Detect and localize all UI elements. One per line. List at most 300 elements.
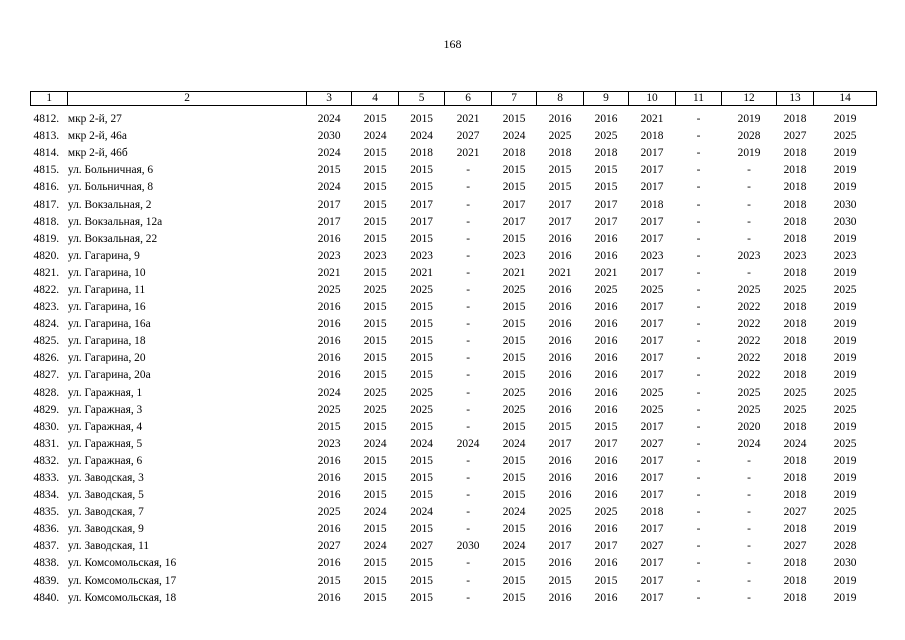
year-cell: 2018 bbox=[410, 147, 433, 160]
year-cell: 2024 bbox=[363, 506, 387, 519]
year-cell: 2015 bbox=[363, 591, 387, 604]
year-cell: - bbox=[696, 437, 701, 450]
year-cell: 2019 bbox=[833, 147, 857, 160]
address-cell: ул. Заводская, 5 bbox=[67, 489, 144, 502]
address-cell: ул. Гагарина, 16а bbox=[67, 318, 151, 331]
row-number: 4816. bbox=[33, 181, 60, 194]
row-number: 4819. bbox=[33, 232, 60, 245]
year-cell: 2016 bbox=[317, 301, 341, 314]
year-cell: 2016 bbox=[594, 318, 618, 331]
row-number: 4824. bbox=[33, 318, 60, 331]
year-cell: 2025 bbox=[737, 386, 761, 399]
year-cell: 2016 bbox=[548, 318, 572, 331]
year-cell: 2015 bbox=[502, 181, 526, 194]
address-cell: ул. Гаражная, 4 bbox=[67, 420, 143, 433]
year-cell: 2016 bbox=[548, 249, 572, 262]
year-cell: 2024 bbox=[410, 437, 433, 450]
year-cell: - bbox=[747, 215, 751, 228]
year-cell: - bbox=[696, 472, 701, 485]
table-row bbox=[31, 333, 877, 350]
table-row bbox=[31, 316, 877, 333]
row-number: 4818. bbox=[33, 215, 60, 228]
year-cell: - bbox=[747, 181, 751, 194]
year-cell: 2015 bbox=[410, 318, 433, 331]
year-cell: 2022 bbox=[737, 352, 761, 365]
year-cell: 2024 bbox=[363, 540, 387, 553]
year-cell: 2015 bbox=[363, 472, 387, 485]
row-number: 4813. bbox=[33, 130, 60, 143]
year-cell: 2015 bbox=[410, 489, 433, 502]
year-cell: 2015 bbox=[548, 181, 572, 194]
year-cell: 2018 bbox=[783, 215, 807, 228]
year-cell: - bbox=[466, 472, 470, 485]
year-cell: 2016 bbox=[594, 489, 618, 502]
year-cell: 2015 bbox=[502, 591, 526, 604]
year-cell: 2017 bbox=[548, 215, 572, 228]
table-row bbox=[31, 196, 877, 213]
year-cell: 2021 bbox=[640, 113, 664, 126]
year-cell: 2015 bbox=[363, 164, 387, 177]
address-cell: ул. Гагарина, 16 bbox=[67, 301, 146, 314]
year-cell: 2016 bbox=[594, 232, 618, 245]
table-row bbox=[31, 350, 877, 367]
year-cell: 2015 bbox=[363, 198, 387, 211]
year-cell: 2024 bbox=[363, 130, 387, 143]
address-cell: мкр 2-й, 27 bbox=[67, 113, 122, 126]
year-cell: 2025 bbox=[410, 283, 433, 296]
year-cell: 2025 bbox=[363, 386, 387, 399]
row-number: 4827. bbox=[33, 369, 60, 382]
year-cell: 2023 bbox=[783, 249, 807, 262]
year-cell: - bbox=[696, 283, 701, 296]
year-cell: 2016 bbox=[548, 335, 572, 348]
row-number: 4830. bbox=[33, 420, 60, 433]
year-cell: 2025 bbox=[594, 283, 618, 296]
table-row bbox=[31, 179, 877, 196]
year-cell: 2018 bbox=[502, 147, 526, 160]
year-cell: 2027 bbox=[783, 506, 807, 519]
year-cell: 2015 bbox=[502, 164, 526, 177]
year-cell: 2015 bbox=[410, 557, 433, 570]
address-cell: ул. Заводская, 11 bbox=[67, 540, 150, 553]
year-cell: 2016 bbox=[317, 557, 341, 570]
row-number: 4820. bbox=[33, 249, 60, 262]
table-row bbox=[31, 367, 877, 384]
table-row bbox=[31, 162, 877, 179]
year-cell: 2018 bbox=[783, 164, 807, 177]
row-number: 4831. bbox=[33, 437, 60, 450]
year-cell: 2016 bbox=[317, 335, 341, 348]
year-cell: - bbox=[696, 249, 701, 262]
year-cell: 2025 bbox=[317, 506, 341, 519]
year-cell: 2017 bbox=[548, 437, 572, 450]
year-cell: 2016 bbox=[317, 369, 341, 382]
year-cell: 2025 bbox=[833, 506, 857, 519]
table-row bbox=[31, 214, 877, 231]
year-cell: 2015 bbox=[410, 420, 433, 433]
year-cell: 2025 bbox=[783, 283, 807, 296]
year-cell: 2015 bbox=[363, 420, 387, 433]
year-cell: 2017 bbox=[640, 164, 664, 177]
year-cell: 2018 bbox=[783, 369, 807, 382]
year-cell: 2016 bbox=[594, 403, 618, 416]
year-cell: 2015 bbox=[410, 472, 433, 485]
year-cell: 2028 bbox=[737, 130, 761, 143]
year-cell: 2017 bbox=[640, 472, 664, 485]
address-cell: мкр 2-й, 46а bbox=[67, 130, 127, 143]
year-cell: 2019 bbox=[833, 574, 857, 587]
year-cell: 2015 bbox=[502, 352, 526, 365]
year-cell: 2018 bbox=[783, 232, 807, 245]
year-cell: 2019 bbox=[833, 489, 857, 502]
year-cell: - bbox=[466, 335, 470, 348]
year-cell: - bbox=[696, 113, 701, 126]
year-cell: 2022 bbox=[737, 318, 761, 331]
year-cell: 2015 bbox=[502, 574, 526, 587]
year-cell: 2016 bbox=[594, 113, 618, 126]
year-cell: 2018 bbox=[640, 130, 664, 143]
year-cell: 2017 bbox=[640, 301, 664, 314]
column-header: 11 bbox=[675, 92, 721, 106]
row-number: 4836. bbox=[33, 523, 60, 536]
year-cell: - bbox=[747, 454, 751, 467]
year-cell: 2016 bbox=[548, 523, 572, 536]
year-cell: - bbox=[747, 591, 751, 604]
row-number: 4833. bbox=[33, 472, 60, 485]
column-header: 6 bbox=[445, 92, 491, 106]
year-cell: 2017 bbox=[640, 557, 664, 570]
year-cell: 2015 bbox=[363, 489, 387, 502]
year-cell: 2015 bbox=[502, 523, 526, 536]
year-cell: 2019 bbox=[833, 266, 857, 279]
year-cell: - bbox=[696, 318, 701, 331]
year-cell: 2016 bbox=[317, 523, 341, 536]
year-cell: 2025 bbox=[410, 386, 433, 399]
table-row bbox=[31, 282, 877, 299]
year-cell: - bbox=[466, 215, 470, 228]
address-cell: ул. Гагарина, 10 bbox=[67, 266, 146, 279]
column-header: 2 bbox=[68, 92, 307, 106]
year-cell: 2024 bbox=[737, 437, 761, 450]
year-cell: 2015 bbox=[502, 232, 526, 245]
year-cell: 2025 bbox=[833, 283, 857, 296]
table-row bbox=[31, 265, 877, 282]
year-cell: 2017 bbox=[640, 215, 664, 228]
year-cell: 2015 bbox=[502, 557, 526, 570]
year-cell: 2021 bbox=[548, 266, 572, 279]
year-cell: 2017 bbox=[317, 198, 341, 211]
schedule-table bbox=[30, 91, 877, 607]
year-cell: - bbox=[747, 472, 751, 485]
year-cell: 2017 bbox=[640, 318, 664, 331]
year-cell: - bbox=[696, 489, 701, 502]
year-cell: 2022 bbox=[737, 335, 761, 348]
year-cell: 2017 bbox=[410, 198, 433, 211]
year-cell: 2018 bbox=[783, 113, 807, 126]
year-cell: 2024 bbox=[363, 437, 387, 450]
year-cell: 2017 bbox=[640, 181, 664, 194]
year-cell: 2020 bbox=[737, 420, 761, 433]
year-cell: 2019 bbox=[833, 318, 857, 331]
year-cell: 2016 bbox=[594, 386, 618, 399]
address-cell: ул. Гагарина, 20а bbox=[67, 369, 151, 382]
year-cell: 2017 bbox=[594, 437, 618, 450]
year-cell: 2016 bbox=[317, 352, 341, 365]
address-cell: ул. Гагарина, 9 bbox=[67, 249, 140, 262]
address-cell: ул. Гагарина, 11 bbox=[67, 283, 146, 296]
year-cell: - bbox=[747, 574, 751, 587]
year-cell: 2015 bbox=[502, 318, 526, 331]
year-cell: 2017 bbox=[317, 215, 341, 228]
year-cell: 2019 bbox=[833, 472, 857, 485]
table-row bbox=[31, 487, 877, 504]
address-cell: ул. Заводская, 7 bbox=[67, 506, 144, 519]
year-cell: 2027 bbox=[317, 540, 341, 553]
year-cell: 2024 bbox=[317, 181, 341, 194]
row-number: 4835. bbox=[33, 506, 60, 519]
year-cell: 2016 bbox=[594, 301, 618, 314]
year-cell: - bbox=[696, 335, 701, 348]
year-cell: 2030 bbox=[833, 557, 857, 570]
year-cell: 2015 bbox=[410, 181, 433, 194]
year-cell: - bbox=[696, 198, 701, 211]
year-cell: 2018 bbox=[783, 489, 807, 502]
year-cell: 2030 bbox=[833, 198, 857, 211]
address-cell: ул. Гаражная, 5 bbox=[67, 437, 143, 450]
year-cell: - bbox=[696, 523, 701, 536]
year-cell: 2016 bbox=[548, 386, 572, 399]
page-number: 168 bbox=[443, 37, 462, 51]
year-cell: - bbox=[466, 489, 470, 502]
year-cell: 2019 bbox=[737, 147, 761, 160]
year-cell: 2021 bbox=[456, 147, 480, 160]
year-cell: 2027 bbox=[410, 540, 433, 553]
table-row bbox=[31, 111, 877, 128]
year-cell: 2015 bbox=[502, 335, 526, 348]
year-cell: 2017 bbox=[548, 198, 572, 211]
year-cell: 2018 bbox=[783, 454, 807, 467]
year-cell: 2019 bbox=[833, 301, 857, 314]
year-cell: 2015 bbox=[410, 232, 433, 245]
year-cell: 2017 bbox=[640, 335, 664, 348]
year-cell: 2025 bbox=[783, 386, 807, 399]
year-cell: 2025 bbox=[317, 403, 341, 416]
year-cell: 2016 bbox=[594, 249, 618, 262]
year-cell: - bbox=[696, 232, 701, 245]
year-cell: - bbox=[696, 147, 701, 160]
year-cell: 2025 bbox=[548, 130, 572, 143]
row-number: 4812. bbox=[33, 113, 60, 126]
year-cell: 2016 bbox=[548, 232, 572, 245]
year-cell: 2018 bbox=[783, 352, 807, 365]
year-cell: - bbox=[466, 232, 470, 245]
year-cell: 2023 bbox=[737, 249, 761, 262]
column-header: 10 bbox=[629, 92, 675, 106]
year-cell: 2016 bbox=[594, 557, 618, 570]
year-cell: 2016 bbox=[548, 591, 572, 604]
year-cell: 2017 bbox=[640, 266, 664, 279]
year-cell: 2016 bbox=[317, 454, 341, 467]
row-number: 4839. bbox=[33, 574, 60, 587]
year-cell: 2025 bbox=[737, 403, 761, 416]
year-cell: 2027 bbox=[456, 130, 480, 143]
year-cell: 2024 bbox=[502, 506, 526, 519]
year-cell: 2015 bbox=[317, 574, 341, 587]
year-cell: 2016 bbox=[317, 318, 341, 331]
address-cell: ул. Больничная, 6 bbox=[67, 164, 154, 177]
year-cell: 2019 bbox=[833, 181, 857, 194]
column-header: 14 bbox=[814, 92, 877, 106]
year-cell: 2021 bbox=[456, 113, 480, 126]
year-cell: 2021 bbox=[317, 266, 341, 279]
year-cell: 2016 bbox=[548, 472, 572, 485]
year-cell: 2024 bbox=[317, 386, 341, 399]
year-cell: 2017 bbox=[594, 215, 618, 228]
row-number: 4838. bbox=[33, 557, 60, 570]
year-cell: 2027 bbox=[783, 130, 807, 143]
year-cell: 2015 bbox=[363, 454, 387, 467]
year-cell: 2015 bbox=[594, 420, 618, 433]
row-number: 4817. bbox=[33, 198, 60, 211]
year-cell: 2015 bbox=[410, 164, 433, 177]
year-cell: - bbox=[466, 249, 470, 262]
year-cell: 2016 bbox=[594, 591, 618, 604]
address-cell: ул. Гаражная, 1 bbox=[67, 386, 143, 399]
year-cell: 2028 bbox=[833, 540, 857, 553]
column-header: 1 bbox=[31, 92, 68, 106]
year-cell: 2016 bbox=[317, 591, 341, 604]
year-cell: 2025 bbox=[548, 506, 572, 519]
column-header: 8 bbox=[537, 92, 583, 106]
year-cell: 2015 bbox=[502, 113, 526, 126]
year-cell: 2024 bbox=[502, 437, 526, 450]
year-cell: 2025 bbox=[317, 283, 341, 296]
year-cell: 2023 bbox=[317, 249, 341, 262]
year-cell: 2024 bbox=[410, 506, 433, 519]
year-cell: - bbox=[466, 420, 470, 433]
year-cell: 2025 bbox=[833, 386, 857, 399]
year-cell: - bbox=[747, 523, 751, 536]
column-header: 3 bbox=[306, 92, 351, 106]
table-body bbox=[31, 106, 877, 607]
year-cell: - bbox=[466, 283, 470, 296]
year-cell: 2025 bbox=[363, 283, 387, 296]
year-cell: 2015 bbox=[410, 369, 433, 382]
year-cell: 2019 bbox=[833, 164, 857, 177]
year-cell: 2017 bbox=[502, 215, 526, 228]
year-cell: 2025 bbox=[410, 403, 433, 416]
address-cell: ул. Гагарина, 20 bbox=[67, 352, 146, 365]
year-cell: 2019 bbox=[737, 113, 761, 126]
year-cell: 2017 bbox=[640, 523, 664, 536]
year-cell: - bbox=[747, 164, 751, 177]
year-cell: - bbox=[466, 301, 470, 314]
year-cell: 2021 bbox=[502, 266, 526, 279]
year-cell: 2016 bbox=[317, 232, 341, 245]
year-cell: - bbox=[466, 352, 470, 365]
year-cell: 2025 bbox=[640, 283, 664, 296]
row-number: 4821. bbox=[33, 266, 60, 279]
year-cell: 2018 bbox=[783, 472, 807, 485]
year-cell: 2019 bbox=[833, 232, 857, 245]
year-cell: 2030 bbox=[833, 215, 857, 228]
year-cell: 2016 bbox=[548, 403, 572, 416]
year-cell: 2015 bbox=[410, 454, 433, 467]
row-number: 4823. bbox=[33, 301, 60, 314]
year-cell: 2018 bbox=[594, 147, 618, 160]
row-number: 4822. bbox=[33, 283, 60, 296]
year-cell: 2019 bbox=[833, 420, 857, 433]
year-cell: - bbox=[696, 557, 701, 570]
year-cell: 2024 bbox=[456, 437, 480, 450]
table-row bbox=[31, 436, 877, 453]
year-cell: 2018 bbox=[783, 335, 807, 348]
year-cell: 2015 bbox=[363, 215, 387, 228]
year-cell: - bbox=[747, 198, 751, 211]
year-cell: 2015 bbox=[410, 523, 433, 536]
table-row bbox=[31, 299, 877, 316]
column-header: 5 bbox=[398, 92, 444, 106]
year-cell: - bbox=[696, 540, 701, 553]
column-header: 12 bbox=[722, 92, 777, 106]
year-cell: 2024 bbox=[317, 113, 341, 126]
year-cell: 2016 bbox=[548, 489, 572, 502]
year-cell: 2015 bbox=[548, 164, 572, 177]
address-cell: ул. Гаражная, 3 bbox=[67, 403, 143, 416]
address-cell: ул. Вокзальная, 22 bbox=[67, 232, 158, 245]
year-cell: 2016 bbox=[594, 335, 618, 348]
year-cell: - bbox=[696, 266, 701, 279]
year-cell: 2016 bbox=[594, 352, 618, 365]
table-row bbox=[31, 555, 877, 572]
year-cell: 2018 bbox=[640, 506, 664, 519]
year-cell: 2015 bbox=[363, 335, 387, 348]
year-cell: 2015 bbox=[363, 523, 387, 536]
year-cell: 2016 bbox=[548, 557, 572, 570]
year-cell: 2024 bbox=[317, 147, 341, 160]
table-row bbox=[31, 248, 877, 265]
year-cell: 2015 bbox=[594, 574, 618, 587]
row-number: 4826. bbox=[33, 352, 60, 365]
year-cell: 2018 bbox=[783, 574, 807, 587]
year-cell: - bbox=[747, 266, 751, 279]
year-cell: - bbox=[696, 386, 701, 399]
year-cell: - bbox=[696, 420, 701, 433]
year-cell: 2015 bbox=[363, 352, 387, 365]
year-cell: 2019 bbox=[833, 523, 857, 536]
year-cell: - bbox=[466, 574, 470, 587]
year-cell: 2022 bbox=[737, 369, 761, 382]
year-cell: 2017 bbox=[640, 369, 664, 382]
year-cell: 2016 bbox=[317, 489, 341, 502]
year-cell: 2017 bbox=[640, 232, 664, 245]
row-number: 4828. bbox=[33, 386, 60, 399]
column-header: 4 bbox=[352, 92, 398, 106]
year-cell: 2016 bbox=[594, 369, 618, 382]
year-cell: 2030 bbox=[317, 130, 341, 143]
year-cell: 2016 bbox=[548, 283, 572, 296]
year-cell: 2023 bbox=[502, 249, 526, 262]
table-row bbox=[31, 385, 877, 402]
year-cell: 2027 bbox=[640, 437, 664, 450]
year-cell: 2019 bbox=[833, 369, 857, 382]
year-cell: 2015 bbox=[594, 164, 618, 177]
year-cell: 2019 bbox=[833, 352, 857, 365]
address-cell: мкр 2-й, 46б bbox=[67, 147, 128, 160]
year-cell: 2015 bbox=[410, 301, 433, 314]
address-cell: ул. Заводская, 9 bbox=[67, 523, 144, 536]
address-cell: ул. Комсомольская, 18 bbox=[67, 591, 177, 604]
